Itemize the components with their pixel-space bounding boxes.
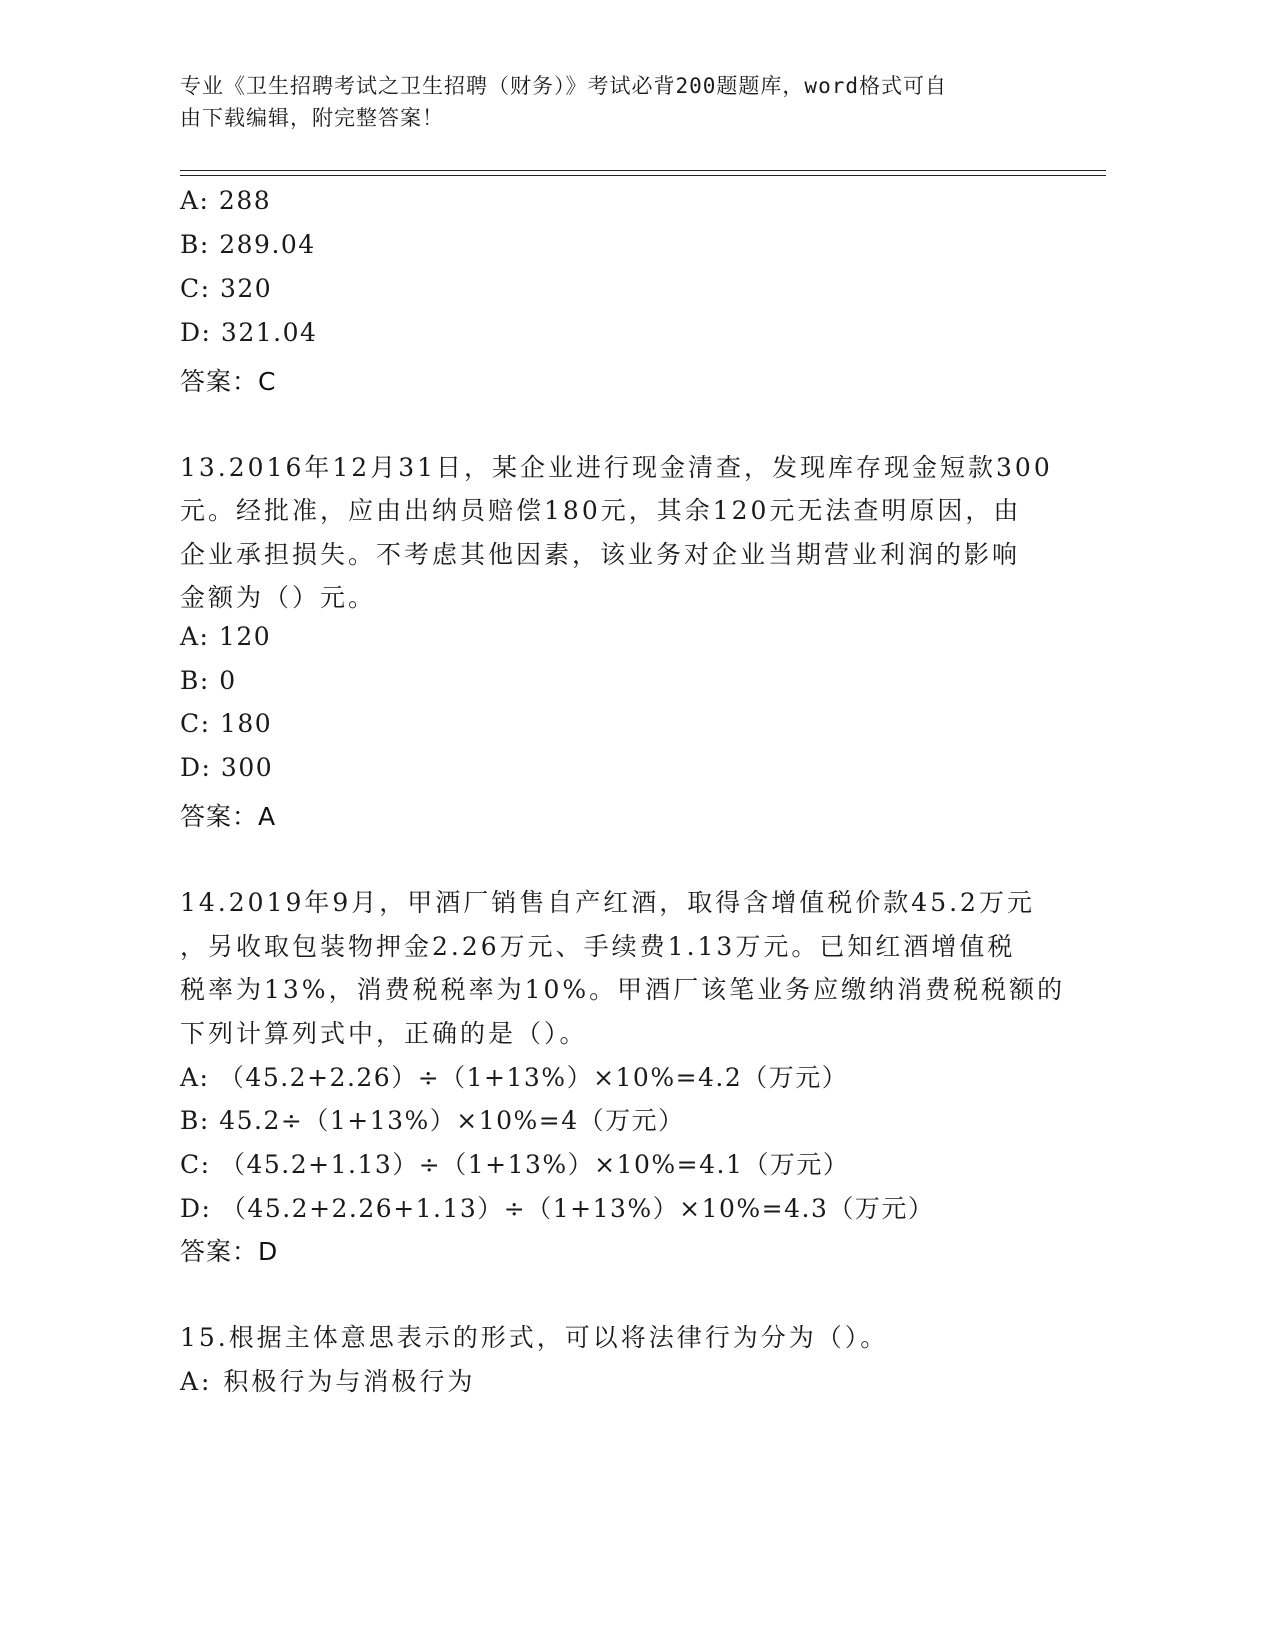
header-line-1: 专业《卫生招聘考试之卫生招聘（财务）》考试必背200题题库，word格式可自 <box>180 74 947 98</box>
q13-answer: 答案：A <box>180 802 277 831</box>
q14-stem-line-3: 税率为13%，消费税税率为10%。甲酒厂该笔业务应缴纳消费税税额的 <box>180 975 1066 1004</box>
header-line-2: 由下载编辑，附完整答案！ <box>180 106 444 130</box>
q13-stem-line-1: 13.2016年12月31日，某企业进行现金清查，发现库存现金短款300 <box>180 453 1053 482</box>
q14-option-b: B: 45.2÷（1+13%）×10%=4（万元） <box>180 1106 685 1135</box>
q13-stem-line-2: 元。经批准，应由出纳员赔偿180元，其余120元无法查明原因，由 <box>180 496 1022 525</box>
header-divider-top <box>180 170 1106 171</box>
q14-stem-line-1: 14.2019年9月，甲酒厂销售自产红酒，取得含增值税价款45.2万元 <box>180 888 1035 917</box>
q12-option-c: C: 320 <box>180 274 273 303</box>
header-divider-bottom <box>180 175 1106 176</box>
q14-option-a: A: （45.2+2.26）÷（1+13%）×10%=4.2（万元） <box>180 1063 849 1092</box>
q12-option-d: D: 321.04 <box>180 318 318 347</box>
q12-option-a: A: 288 <box>180 186 272 215</box>
q13-option-a: A: 120 <box>180 622 272 651</box>
q14-answer: 答案：D <box>180 1237 279 1266</box>
q14-stem-line-2: ，另收取包装物押金2.26万元、手续费1.13万元。已知红酒增值税 <box>180 932 1016 961</box>
q13-option-d: D: 300 <box>180 753 274 782</box>
q12-option-b: B: 289.04 <box>180 230 316 259</box>
q14-option-d: D: （45.2+2.26+1.13）÷（1+13%）×10%=4.3（万元） <box>180 1194 935 1223</box>
q15-option-a: A: 积极行为与消极行为 <box>180 1367 476 1396</box>
document-header <box>180 70 1040 134</box>
q12-answer: 答案：C <box>180 367 277 396</box>
q13-option-c: C: 180 <box>180 709 273 738</box>
q14-stem-line-4: 下列计算列式中，正确的是（）。 <box>180 1019 588 1048</box>
q13-option-b: B: 0 <box>180 666 237 695</box>
q14-option-c: C: （45.2+1.13）÷（1+13%）×10%=4.1（万元） <box>180 1150 850 1179</box>
q13-stem-line-4: 金额为（）元。 <box>180 583 377 612</box>
q13-stem-line-3: 企业承担损失。不考虑其他因素，该业务对企业当期营业利润的影响 <box>180 540 1021 569</box>
q15-stem-line-1: 15.根据主体意思表示的形式，可以将法律行为分为（）。 <box>180 1323 889 1352</box>
